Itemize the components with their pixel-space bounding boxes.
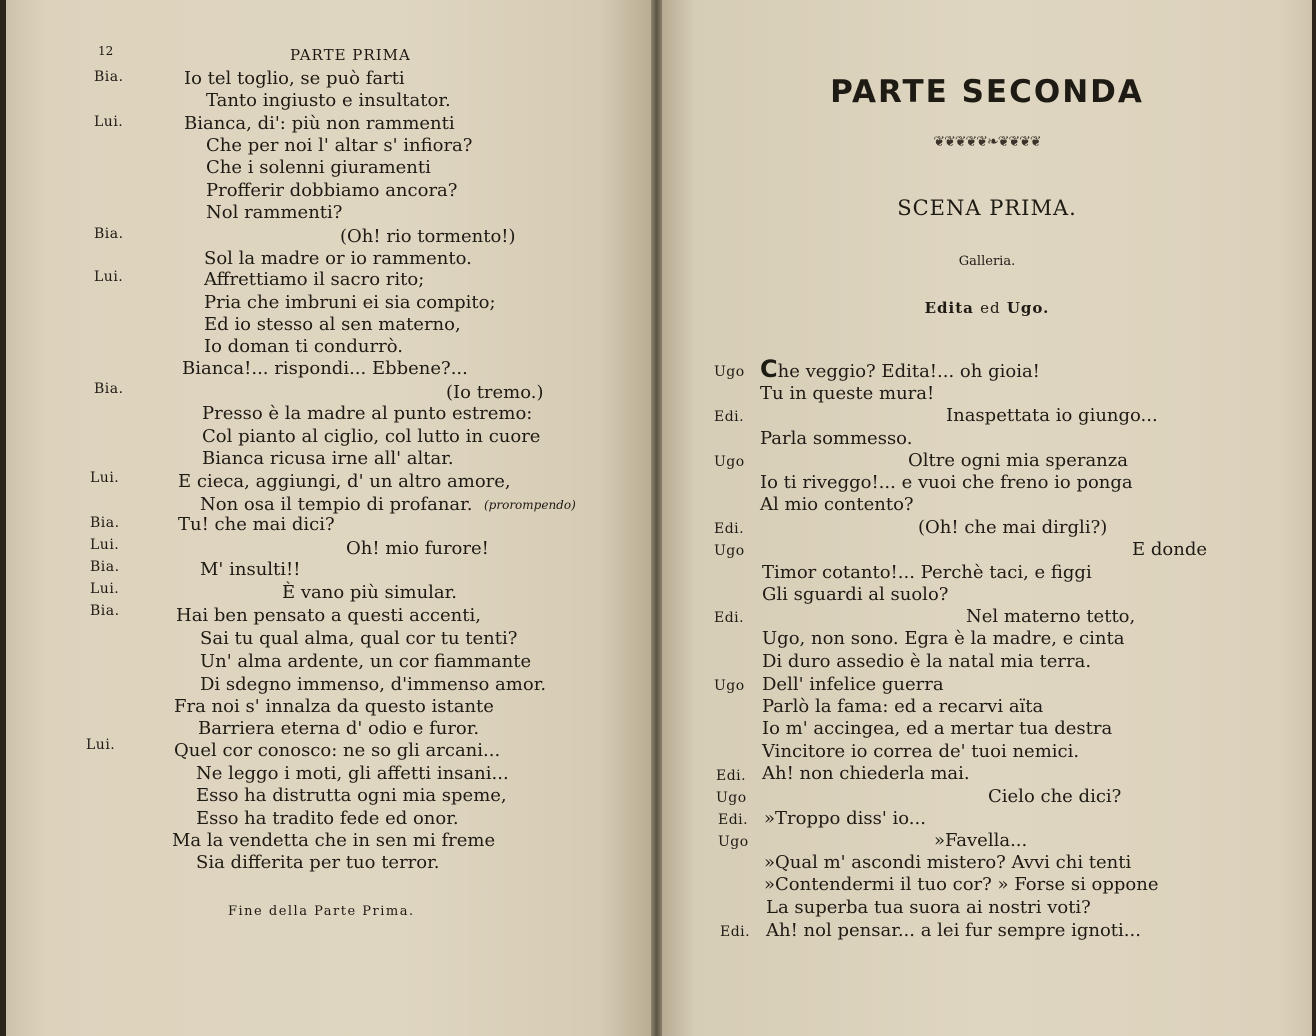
- verse-line: Affrettiamo il sacro rito;: [204, 269, 425, 290]
- speaker-label: Lui.: [90, 470, 120, 486]
- speaker-label: Ugo: [714, 678, 745, 694]
- verse-line: Io doman ti condurrò.: [204, 336, 403, 357]
- verse-line: Che i solenni giuramenti: [206, 157, 431, 178]
- verse-line: Sia differita per tuo terror.: [196, 852, 440, 873]
- verse-line: Cielo che dici?: [988, 786, 1122, 807]
- verse-line: Ah! nol pensar... a lei fur sempre ignoti...: [766, 920, 1141, 941]
- verse-line: Che veggio? Edita!... oh gioia!: [760, 355, 1040, 383]
- verse-line: Tu in queste mura!: [760, 383, 935, 404]
- speaker-label: Bia.: [94, 381, 124, 397]
- verse-line: Pria che imbruni ei sia compito;: [204, 292, 496, 313]
- verse-line: Ne leggo i moti, gli affetti insani...: [196, 763, 509, 784]
- speaker-label: Lui.: [94, 269, 124, 285]
- speaker-label: Bia.: [90, 603, 120, 619]
- part-title: PARTE SECONDA: [830, 74, 1144, 110]
- verse-line: Un' alma ardente, un cor fiammante: [200, 651, 532, 672]
- verse-line: Che per noi l' altar s' infiora?: [206, 135, 473, 156]
- verse-line: Parla sommesso.: [760, 428, 913, 449]
- scene-heading: SCENA PRIMA.: [897, 196, 1077, 220]
- speaker-label: Bia.: [94, 226, 124, 242]
- speaker-label: Ugo: [718, 834, 749, 850]
- verse-line: Sol la madre or io rammento.: [204, 248, 472, 269]
- speaker-label: Edi.: [714, 610, 745, 626]
- verse-line: Hai ben pensato a questi accenti,: [176, 605, 481, 626]
- speaker-label: Edi.: [718, 812, 749, 828]
- verse-line: Non osa il tempio di profanar.: [200, 494, 473, 515]
- verse-line: Io m' accingea, ed a mertar tua destra: [762, 718, 1113, 739]
- running-head: PARTE PRIMA: [290, 46, 411, 64]
- scene-setting: Galleria.: [958, 254, 1016, 269]
- verse-line: Vincitore io correa de' tuoi nemici.: [762, 741, 1080, 762]
- book-gutter: [651, 0, 662, 1036]
- verse-line: M' insulti!!: [200, 559, 301, 580]
- verse-line: Timor cotanto!... Perchè taci, e figgi: [762, 562, 1092, 583]
- verse-line: Oltre ogni mia speranza: [908, 450, 1128, 471]
- verse-line: Sai tu qual alma, qual cor tu tenti?: [200, 628, 518, 649]
- verse-line: Nel materno tetto,: [966, 606, 1136, 627]
- drop-cap: C: [760, 355, 778, 383]
- verse-line: Esso ha tradito fede ed onor.: [196, 808, 459, 829]
- speaker-label: Ugo: [714, 454, 745, 470]
- verse-line: Di duro assedio è la natal mia terra.: [762, 651, 1092, 672]
- verse-line: Profferir dobbiamo ancora?: [206, 180, 458, 201]
- verse-line: E cieca, aggiungi, d' un altro amore,: [178, 471, 511, 492]
- page-number: 12: [98, 44, 114, 58]
- speaker-label: Lui.: [90, 537, 120, 553]
- verse-line: »Contendermi il tuo cor? » Forse si oppone: [764, 874, 1159, 895]
- verse-line: »Favella...: [934, 830, 1028, 851]
- verse-line: Io ti riveggo!... e vuoi che freno io ponga: [760, 472, 1133, 493]
- verse-line: (Oh! rio tormento!): [340, 226, 516, 247]
- right-page: [662, 0, 1312, 1036]
- verse-line: Al mio contento?: [760, 494, 914, 515]
- speaker-label: Ugo: [714, 364, 745, 380]
- verse-line: Esso ha distrutta ogni mia speme,: [196, 785, 507, 806]
- end-of-part: Fine della Parte Prima.: [228, 904, 415, 919]
- verse-line: Inaspettata io giungo...: [946, 405, 1158, 426]
- verse-line: Tanto ingiusto e insultator.: [206, 90, 451, 111]
- verse-line: (Oh! che mai dirgli?): [918, 517, 1108, 538]
- verse-line: Gli sguardi al suolo?: [762, 584, 949, 605]
- verse-line: Io tel toglio, se può farti: [184, 68, 405, 89]
- verse-line: Oh! mio furore!: [346, 538, 489, 559]
- verse-line: La superba tua suora ai nostri voti?: [766, 897, 1091, 918]
- verse-line: Ma la vendetta che in sen mi freme: [172, 830, 496, 851]
- speaker-label: Bia.: [90, 515, 120, 531]
- verse-line: »Troppo diss' io...: [764, 808, 926, 829]
- speaker-label: Edi.: [714, 521, 745, 537]
- verse-line: È vano più simular.: [282, 582, 457, 603]
- verse-line: Quel cor conosco: ne so gli arcani...: [174, 740, 501, 761]
- left-page: [6, 0, 651, 1036]
- speaker-label: Bia.: [94, 69, 124, 85]
- verse-line: Ah! non chiederla mai.: [762, 763, 970, 784]
- speaker-label: Edi.: [714, 409, 745, 425]
- speaker-label: Ugo: [716, 790, 747, 806]
- verse-line: (Io tremo.): [446, 382, 544, 403]
- speaker-label: Ugo: [714, 543, 745, 559]
- speaker-label: Lui.: [94, 114, 124, 130]
- verse-line: Ugo, non sono. Egra è la madre, e cinta: [762, 628, 1125, 649]
- speaker-label: Edi.: [716, 768, 747, 784]
- ornament-divider: ❦❦❦❦❦❧❦❦❦❦: [933, 134, 1041, 150]
- verse-line: Presso è la madre al punto estremo:: [202, 403, 533, 424]
- verse-line: Fra noi s' innalza da questo istante: [174, 696, 494, 717]
- verse-line: Di sdegno immenso, d'immenso amor.: [200, 674, 547, 695]
- verse-line: Bianca, di': più non rammenti: [184, 113, 455, 134]
- verse-line: Bianca!... rispondi... Ebbene?...: [182, 358, 468, 379]
- scene-characters: Edita ed Ugo.: [924, 299, 1050, 317]
- verse-line: E donde: [1132, 539, 1207, 560]
- verse-line: Parlò la fama: ed a recarvi aïta: [762, 696, 1044, 717]
- verse-line: Ed io stesso al sen materno,: [204, 314, 461, 335]
- verse-line: Dell' infelice guerra: [762, 674, 944, 695]
- verse-line: Tu! che mai dici?: [178, 514, 335, 535]
- verse-line: Nol rammenti?: [206, 202, 343, 223]
- speaker-label: Bia.: [90, 559, 120, 575]
- speaker-label: Edi.: [720, 924, 751, 940]
- verse-line: »Qual m' ascondi mistero? Avvi chi tenti: [764, 852, 1132, 873]
- speaker-label: Lui.: [90, 581, 120, 597]
- speaker-label: Lui.: [86, 737, 116, 753]
- verse-line: Col pianto al ciglio, col lutto in cuore: [202, 426, 541, 447]
- stage-direction: (prorompendo): [484, 498, 576, 512]
- verse-line: Barriera eterna d' odio e furor.: [198, 718, 480, 739]
- verse-line: Bianca ricusa irne all' altar.: [202, 448, 454, 469]
